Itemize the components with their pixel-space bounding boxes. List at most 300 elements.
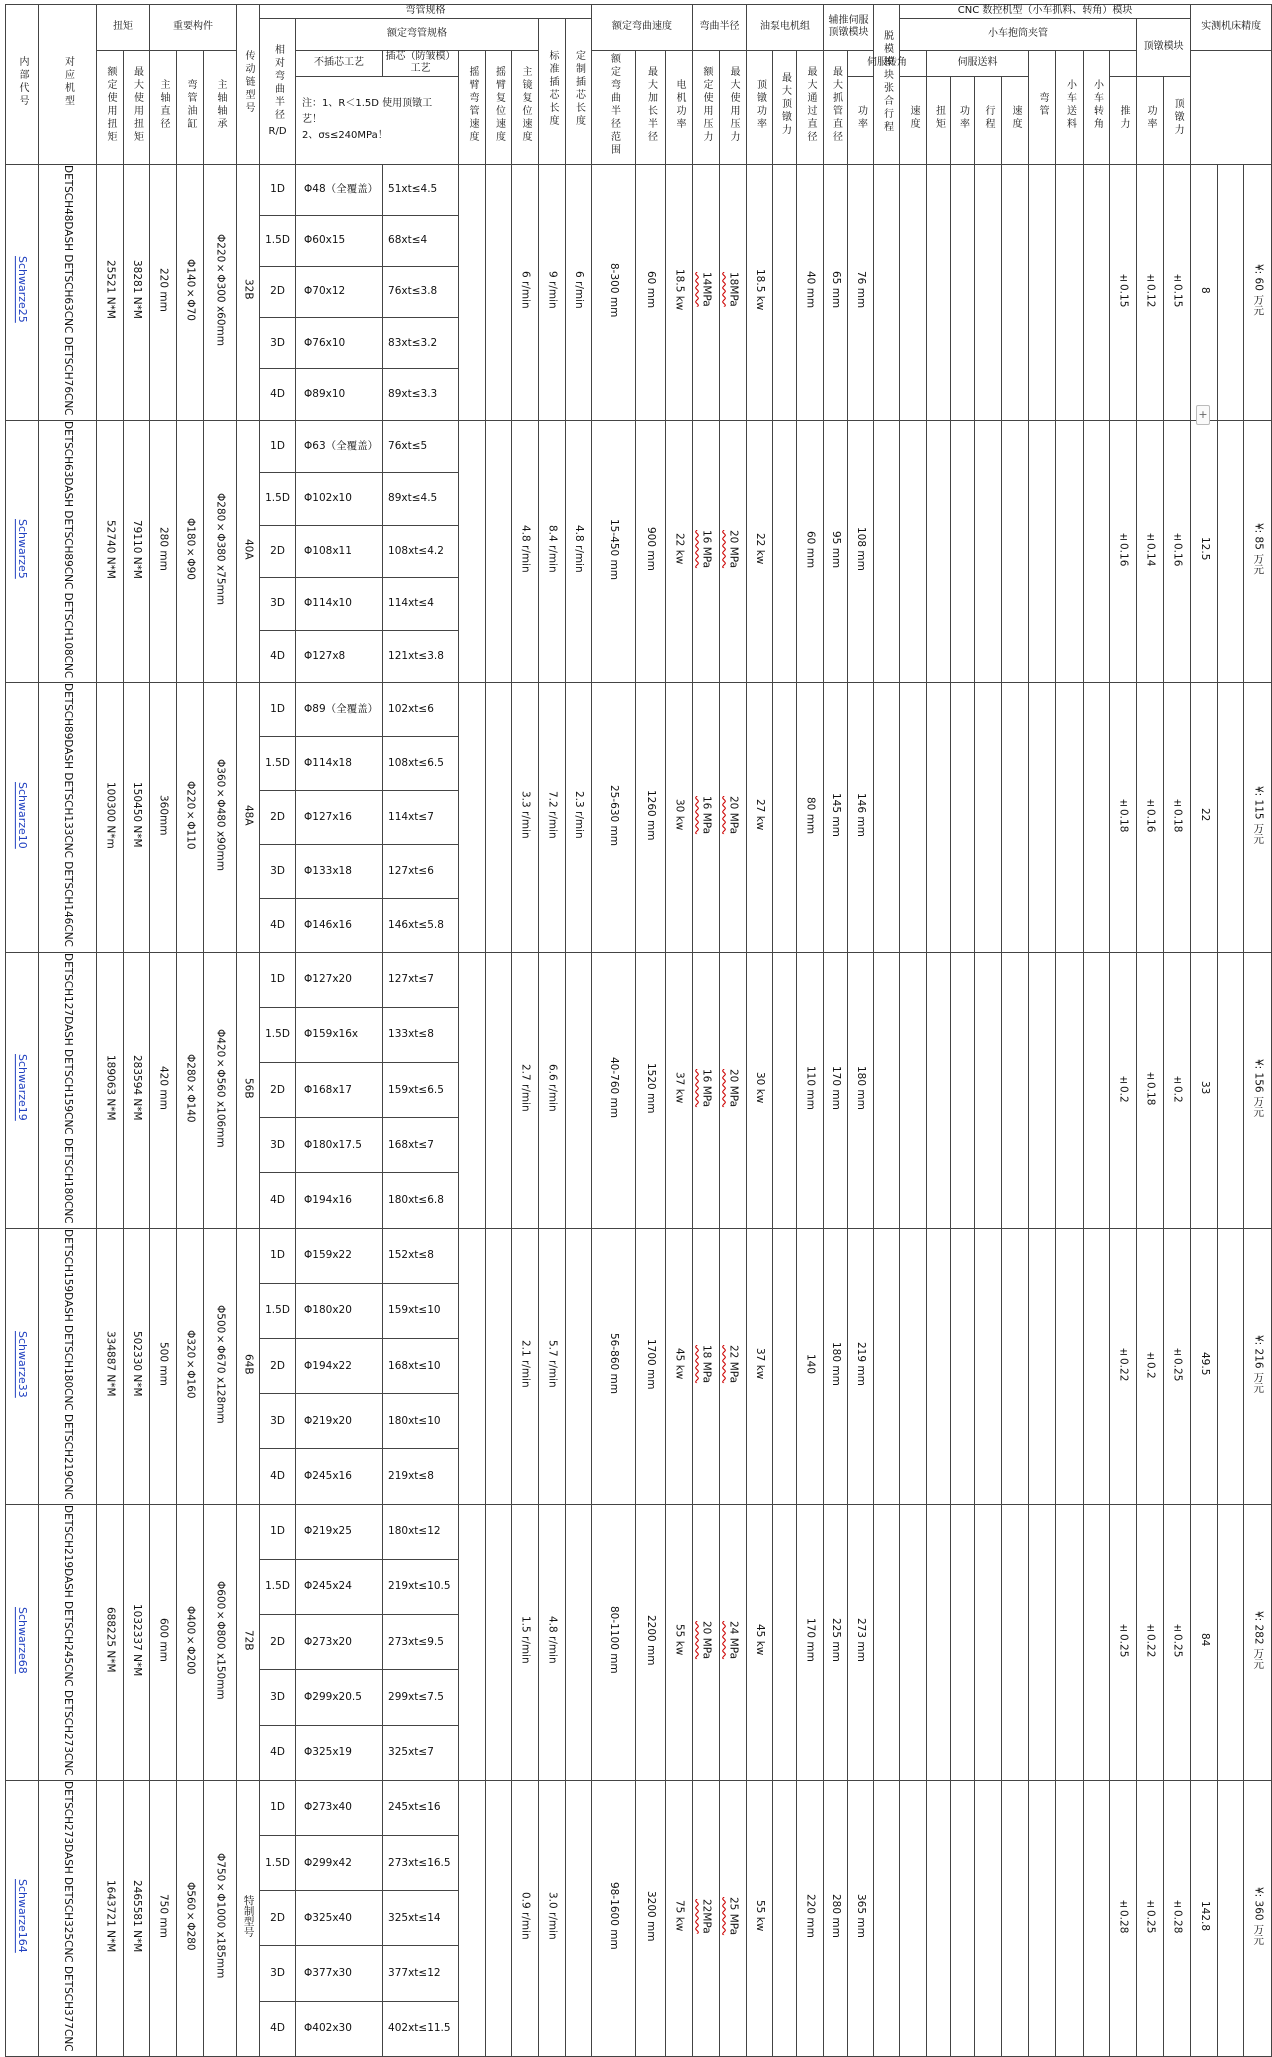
cell-mandrel-spec: 245xt≤16 <box>383 1780 459 1835</box>
cell-no-mandrel-spec: Φ146x16 <box>296 898 383 952</box>
machine-code-link[interactable]: Schwarze5 <box>6 420 39 683</box>
cell-max_torque: 283594 N*M <box>124 952 150 1228</box>
cell-demold: 170 mm <box>797 1504 824 1780</box>
cell-spindle_return <box>566 1780 592 2056</box>
cell-acc_feed: ±0.18 <box>1137 952 1164 1228</box>
cell-acc_bend: ±0.16 <box>1110 420 1137 683</box>
cell-cnc-empty <box>927 420 951 683</box>
cell-cnc-empty <box>1029 420 1056 683</box>
cell-mandrel-spec: 146xt≤5.8 <box>383 898 459 952</box>
cell-rd: 4D <box>260 369 296 420</box>
cell-grip_dia: 108 mm <box>848 420 874 683</box>
hdr-rated-radius: 额定弯曲半径范围 <box>592 50 636 164</box>
spec-note-line-2: 2、σs≤240MPa！ <box>302 130 388 141</box>
cell-mandrel-spec: 159xt≤10 <box>383 1283 459 1338</box>
hdr-rated-spec: 额定弯管规格 <box>296 18 539 50</box>
hdr-max-pressure: 最大使用压力 <box>720 50 747 164</box>
cell-grip_dia: 219 mm <box>848 1228 874 1504</box>
cell-cnc-empty <box>1084 420 1110 683</box>
cell-no-mandrel-spec: Φ245x16 <box>296 1449 383 1504</box>
cell-no-mandrel-spec: Φ89x10 <box>296 369 383 420</box>
cell-pass_dia: 65 mm <box>824 164 848 420</box>
cell-rd: 1.5D <box>260 1283 296 1338</box>
machine-code-link[interactable]: Schwarze25 <box>6 164 39 420</box>
cell-rated_p: 16 MPa <box>693 952 720 1228</box>
hdr-max-torque: 最大使用扭矩 <box>124 50 150 164</box>
cell-max_torque: 1032337 N*M <box>124 1504 150 1780</box>
cell-weight: 8 <box>1191 164 1218 420</box>
hdr-push-module-force: 顶镦力 <box>1164 76 1191 164</box>
cell-no-mandrel-spec: Φ219x25 <box>296 1504 383 1559</box>
hdr-max-push-force: 最大顶镦力 <box>773 50 797 164</box>
cell-rated_torque: 100300 N*m <box>97 683 124 952</box>
cell-mandrel-spec: 51xt≤4.5 <box>383 164 459 215</box>
cell-mandrel-spec: 68xt≤4 <box>383 215 459 266</box>
cell-cnc-empty <box>1056 1504 1084 1780</box>
hdr-bend-spec: 弯管规格 <box>260 5 592 19</box>
cell-rd: 2D <box>260 1891 296 1946</box>
cell-mandrel-spec: 83xt≤3.2 <box>383 318 459 369</box>
cell-acc_rot: ±0.18 <box>1164 683 1191 952</box>
cell-motor: 22 kw <box>666 420 693 683</box>
cell-cnc-empty <box>975 1504 1002 1780</box>
cell-max_p: 22 MPa <box>720 1228 747 1504</box>
cell-acc_bend: ±0.28 <box>1110 1780 1137 2056</box>
cell-custom-mandrel <box>486 420 512 683</box>
cell-rd: 4D <box>260 898 296 952</box>
cell-rd: 2D <box>260 266 296 317</box>
cell-push_power: 55 kw <box>747 1780 773 2056</box>
hdr-servo-rotate: 伺服转角 <box>848 50 927 76</box>
cell-no-mandrel-spec: Φ180x20 <box>296 1283 383 1338</box>
cell-die: Φ220×Φ110 <box>177 683 204 952</box>
cell-max-push-force <box>773 952 797 1228</box>
cell-rd: 4D <box>260 2001 296 2056</box>
cell-motor: 18.5 kw <box>666 164 693 420</box>
cell-cnc-empty <box>927 164 951 420</box>
cell-cnc-empty <box>900 1780 927 2056</box>
cell-cnc-empty <box>975 952 1002 1228</box>
cell-rd: 2D <box>260 1063 296 1118</box>
cell-mandrel-spec: 127xt≤6 <box>383 844 459 898</box>
cell-chain: 56B <box>237 952 260 1228</box>
cell-motor: 30 kw <box>666 683 693 952</box>
cell-max_radius: 2200 mm <box>636 1504 666 1780</box>
cell-weight: 22 <box>1191 683 1218 952</box>
cell-acc_bend: ±0.2 <box>1110 952 1137 1228</box>
cell-mandrel-spec: 108xt≤4.2 <box>383 525 459 578</box>
cell-mandrel-spec: 168xt≤10 <box>383 1339 459 1394</box>
cell-cnc-empty <box>1029 1780 1056 2056</box>
cell-cnc-empty <box>1056 1780 1084 2056</box>
cell-rd: 3D <box>260 844 296 898</box>
cell-rated_p: 22MPa <box>693 1780 720 2056</box>
cell-cnc-empty <box>975 683 1002 952</box>
cell-max_p: 20 MPa <box>720 683 747 952</box>
cell-die: Φ280×Φ140 <box>177 952 204 1228</box>
cell-cnc-empty <box>927 1780 951 2056</box>
cell-cnc-empty <box>900 1228 927 1504</box>
cell-pass_dia: 145 mm <box>824 683 848 952</box>
cell-no-mandrel-spec: Φ159x16x <box>296 1007 383 1062</box>
hdr-motor-power: 电机功率 <box>666 50 693 164</box>
cell-cnc-empty <box>1056 952 1084 1228</box>
hdr-demold: 脱模模块张合行程 <box>874 5 900 165</box>
cell-model: DETSCH273DASH DETSCH325CNC DETSCH377CNC <box>39 1780 97 2056</box>
cell-no-mandrel-spec: Φ63（全覆盖） <box>296 420 383 473</box>
cell-mandrel-spec: 168xt≤7 <box>383 1118 459 1173</box>
cell-rated_torque: 1643721 N*M <box>97 1780 124 2056</box>
cell-rd: 1D <box>260 683 296 737</box>
cell-swing_return: 9 r/min <box>539 164 566 420</box>
cell-mandrel-spec: 273xt≤16.5 <box>383 1835 459 1890</box>
cell-push_power: 22 kw <box>747 420 773 683</box>
spec-table <box>5 4 1272 2057</box>
cell-cnc-empty <box>874 420 900 683</box>
hdr-feed-thrust: 推力 <box>1110 76 1137 164</box>
table-row <box>6 952 1272 1007</box>
cell-bearing: Φ420×Φ560 x106mm <box>204 952 237 1228</box>
hdr-model: 对应机型 <box>39 5 97 165</box>
cell-pass_dia: 225 mm <box>824 1504 848 1780</box>
cell-chain: 48A <box>237 683 260 952</box>
cell-no-mandrel-spec: Φ180x17.5 <box>296 1118 383 1173</box>
cell-radius_range: 25-630 mm <box>592 683 636 952</box>
cell-no-mandrel-spec: Φ89（全覆盖） <box>296 683 383 737</box>
cell-push_power: 37 kw <box>747 1228 773 1504</box>
machine-code-link[interactable]: Schwarze33 <box>6 1228 39 1504</box>
cell-motor: 55 kw <box>666 1504 693 1780</box>
cell-no-mandrel-spec: Φ60x15 <box>296 215 383 266</box>
cell-rd: 1.5D <box>260 1559 296 1614</box>
machine-code-link[interactable]: Schwarze19 <box>6 952 39 1228</box>
cell-demold: 80 mm <box>797 683 824 952</box>
cell-radius_range: 56-860 mm <box>592 1228 636 1504</box>
cell-rd: 2D <box>260 525 296 578</box>
cell-no-mandrel-spec: Φ133x18 <box>296 844 383 898</box>
cell-no-mandrel-spec: Φ377x30 <box>296 1946 383 2001</box>
cell-cnc-empty <box>927 1228 951 1504</box>
cell-push_power: 27 kw <box>747 683 773 952</box>
cell-cnc-empty <box>975 164 1002 420</box>
cell-spindle: 420 mm <box>150 952 177 1228</box>
cell-no-mandrel-spec: Φ127x20 <box>296 952 383 1007</box>
hdr-radius: 弯曲半径 <box>693 5 747 51</box>
cell-cnc-empty <box>874 952 900 1228</box>
hdr-servo-feed: 伺服送料 <box>927 50 1029 76</box>
cell-rd: 2D <box>260 1615 296 1670</box>
cell-swing_speed: 1.5 r/min <box>512 1504 539 1780</box>
cell-no-mandrel-spec: Φ325x40 <box>296 1891 383 1946</box>
cell-acc_rot: ±0.25 <box>1164 1504 1191 1780</box>
cell-spindle: 220 mm <box>150 164 177 420</box>
cell-swing_speed: 0.9 r/min <box>512 1780 539 2056</box>
cell-cnc-empty <box>951 1228 975 1504</box>
table-row <box>6 1780 1272 1835</box>
cell-die: Φ400×Φ200 <box>177 1504 204 1780</box>
hdr-rotate-power: 功率 <box>848 76 874 164</box>
cell-spindle: 750 mm <box>150 1780 177 2056</box>
hdr-rated-torque: 额定使用扭矩 <box>97 50 124 164</box>
cell-rated_torque: 189063 N*M <box>97 952 124 1228</box>
hdr-std-mandrel: 标准插芯长度 <box>539 18 566 164</box>
machine-code-link[interactable]: Schwarze10 <box>6 683 39 952</box>
cell-cnc-empty <box>874 683 900 952</box>
cell-pass_dia: 95 mm <box>824 420 848 683</box>
cell-spindle: 360mm <box>150 683 177 952</box>
cell-std-mandrel <box>459 1780 486 2056</box>
cell-mandrel-spec: 102xt≤6 <box>383 683 459 737</box>
cell-cnc-empty <box>1002 1228 1029 1504</box>
cell-mandrel-spec: 127xt≤7 <box>383 952 459 1007</box>
hdr-rated-pressure: 额定使用压力 <box>693 50 720 164</box>
cell-model: DETSCH159DASH DETSCH180CNC DETSCH219CNC <box>39 1228 97 1504</box>
cell-max-push-force <box>773 420 797 683</box>
cell-max_torque: 79110 N*M <box>124 420 150 683</box>
cell-acc_rot: ±0.16 <box>1164 420 1191 683</box>
cell-rated_torque: 334887 N*M <box>97 1228 124 1504</box>
cell-mandrel-spec: 180xt≤6.8 <box>383 1173 459 1228</box>
cell-cnc-empty <box>951 1780 975 2056</box>
cell-weight: 12.5 <box>1191 420 1218 683</box>
cell-price: ¥: 360 万元 <box>1244 1780 1272 2056</box>
cell-custom-mandrel <box>486 1780 512 2056</box>
cell-demold: 220 mm <box>797 1780 824 2056</box>
cell-weight: 84 <box>1191 1504 1218 1780</box>
cell-swing_return: 3.0 r/min <box>539 1780 566 2056</box>
cell-cnc-empty <box>874 1504 900 1780</box>
cell-spindle: 280 mm <box>150 420 177 683</box>
cell-cnc-empty <box>1084 1780 1110 2056</box>
cell-spindle: 500 mm <box>150 1228 177 1504</box>
cell-std-mandrel <box>459 420 486 683</box>
hdr-feed-speed: 速度 <box>1002 76 1029 164</box>
hdr-swing-speed: 摇臂弯管速度 <box>459 50 486 164</box>
cell-die: Φ320×Φ160 <box>177 1228 204 1504</box>
cell-mandrel-spec: 133xt≤8 <box>383 1007 459 1062</box>
cell-std-mandrel <box>459 683 486 952</box>
hdr-internal-code: 内部代号 <box>6 5 39 165</box>
hdr-relative-radius: 相对弯曲半径 R/D <box>260 18 296 164</box>
cell-rated_torque: 25521 N*M <box>97 164 124 420</box>
cell-swing_speed: 4.8 r/min <box>512 420 539 683</box>
cell-acc_feed: ±0.12 <box>1137 164 1164 420</box>
cell-cnc-empty <box>951 164 975 420</box>
cell-price: ¥: 156 万元 <box>1244 952 1272 1228</box>
cell-cnc-empty <box>975 1228 1002 1504</box>
hdr-swing-return: 摇臂复位速度 <box>486 50 512 164</box>
cell-no-mandrel-spec: Φ108x11 <box>296 525 383 578</box>
cell-acc_feed: ±0.25 <box>1137 1780 1164 2056</box>
cell-acc_bend: ±0.15 <box>1110 164 1137 420</box>
cell-swing_return: 4.8 r/min <box>539 1504 566 1780</box>
cell-rd: 1D <box>260 420 296 473</box>
cell-no-mandrel-spec: Φ299x42 <box>296 1835 383 1890</box>
cell-cnc-empty <box>1002 164 1029 420</box>
cell-rd: 1.5D <box>260 1007 296 1062</box>
cell-spindle: 600 mm <box>150 1504 177 1780</box>
cell-mandrel-spec: 76xt≤5 <box>383 420 459 473</box>
cell-bearing: Φ500×Φ670 x128mm <box>204 1228 237 1504</box>
cell-cnc-empty <box>975 420 1002 683</box>
cell-custom-mandrel <box>486 683 512 952</box>
cell-chain: 特制型号 <box>237 1780 260 2056</box>
cell-rd: 1.5D <box>260 1835 296 1890</box>
cell-cnc-empty <box>1084 683 1110 952</box>
table-row <box>6 1228 1272 1283</box>
hdr-rotate-torque: 扭矩 <box>927 76 951 164</box>
cell-spindle_return <box>566 952 592 1228</box>
cell-price: ¥: 60 万元 <box>1244 164 1272 420</box>
cell-std-mandrel <box>459 952 486 1228</box>
cell-chain: 32B <box>237 164 260 420</box>
hdr-drive-chain: 传动链型号 <box>237 5 260 165</box>
cell-die: Φ140×Φ70 <box>177 164 204 420</box>
hdr-push-module: 顶镦模块 <box>1137 18 1191 76</box>
hdr-no-mandrel: 不插芯工艺 <box>296 50 383 76</box>
cell-std-mandrel <box>459 1504 486 1780</box>
cell-cnc-empty <box>1029 1504 1056 1780</box>
cell-no-mandrel-spec: Φ194x16 <box>296 1173 383 1228</box>
cell-max_radius: 60 mm <box>636 164 666 420</box>
cell-weight: 49.5 <box>1191 1228 1218 1504</box>
cell-mandrel-spec: 76xt≤3.8 <box>383 266 459 317</box>
cell-acc_feed: ±0.14 <box>1137 420 1164 683</box>
cell-mandrel-spec: 114xt≤7 <box>383 790 459 844</box>
cell-swing_return: 8.4 r/min <box>539 420 566 683</box>
cell-radius_range: 15-450 mm <box>592 420 636 683</box>
cell-bearing: Φ360×Φ480 x90mm <box>204 683 237 952</box>
cell-pass_dia: 170 mm <box>824 952 848 1228</box>
cell-radius_range: 98-1600 mm <box>592 1780 636 2056</box>
cell-mandrel-spec: 219xt≤8 <box>383 1449 459 1504</box>
cell-max_radius: 3200 mm <box>636 1780 666 2056</box>
hdr-acc-rotate: 小车转角 <box>1084 50 1110 164</box>
cell-no-mandrel-spec: Φ402x30 <box>296 2001 383 2056</box>
cell-mandrel-spec: 159xt≤6.5 <box>383 1063 459 1118</box>
cell-rd: 1D <box>260 1780 296 1835</box>
cell-motor: 75 kw <box>666 1780 693 2056</box>
cell-no-mandrel-spec: Φ245x24 <box>296 1559 383 1614</box>
hdr-max-pass-dia: 最大通过直径 <box>797 50 824 164</box>
cell-max_torque: 502330 N*M <box>124 1228 150 1504</box>
table-row <box>6 420 1272 473</box>
cell-cnc-empty <box>951 952 975 1228</box>
cell-bearing: Φ750×Φ1000 x185mm <box>204 1780 237 2056</box>
cell-rd: 1.5D <box>260 215 296 266</box>
cell-rd: 3D <box>260 1670 296 1725</box>
hdr-feed-power: 功率 <box>951 76 975 164</box>
cell-spindle_return: 2.3 r/min <box>566 683 592 952</box>
cell-die: Φ560×Φ280 <box>177 1780 204 2056</box>
cell-rd: 3D <box>260 1946 296 2001</box>
cell-custom-mandrel <box>486 164 512 420</box>
hdr-acc-bend: 弯管 <box>1029 50 1056 164</box>
cell-demold: 110 mm <box>797 952 824 1228</box>
cell-acc_bend: ±0.25 <box>1110 1504 1137 1780</box>
cell-max-push-force <box>773 683 797 952</box>
hdr-cnc: CNC 数控机型（小车抓料、转角）模块 <box>900 5 1191 19</box>
cell-volume <box>1218 1228 1244 1504</box>
cell-no-mandrel-spec: Φ48（全覆盖） <box>296 164 383 215</box>
cell-radius_range: 80-1100 mm <box>592 1504 636 1780</box>
cell-rd: 3D <box>260 1118 296 1173</box>
cell-acc_bend: ±0.22 <box>1110 1228 1137 1504</box>
cell-no-mandrel-spec: Φ114x10 <box>296 578 383 631</box>
cell-demold: 60 mm <box>797 420 824 683</box>
cell-demold: 140 <box>797 1228 824 1504</box>
cell-acc_rot: ±0.15 <box>1164 164 1191 420</box>
cell-price: ¥: 85 万元 <box>1244 420 1272 683</box>
cell-price: ¥: 216 万元 <box>1244 1228 1272 1504</box>
cell-max-push-force <box>773 1504 797 1780</box>
cell-swing_speed: 2.1 r/min <box>512 1228 539 1504</box>
cell-grip_dia: 273 mm <box>848 1504 874 1780</box>
cell-no-mandrel-spec: Φ159x22 <box>296 1228 383 1283</box>
cell-cnc-empty <box>927 952 951 1228</box>
cell-cnc-empty <box>1002 420 1029 683</box>
cell-weight: 142.8 <box>1191 1780 1218 2056</box>
cell-volume <box>1218 1504 1244 1780</box>
cell-cnc-empty <box>900 420 927 683</box>
cell-demold: 40 mm <box>797 164 824 420</box>
cell-acc_bend: ±0.18 <box>1110 683 1137 952</box>
cell-acc_feed: ±0.16 <box>1137 683 1164 952</box>
cell-cnc-empty <box>900 683 927 952</box>
cell-no-mandrel-spec: Φ102x10 <box>296 473 383 526</box>
hdr-pump: 油泵电机组 <box>747 5 824 51</box>
cell-rated_p: 18 MPa <box>693 1228 720 1504</box>
cell-cnc-empty <box>1084 1228 1110 1504</box>
cell-cnc-empty <box>1029 1228 1056 1504</box>
hdr-speed: 额定弯曲速度 <box>592 5 693 51</box>
cell-bearing: Φ220×Φ300 x60mm <box>204 164 237 420</box>
cell-push_power: 18.5 kw <box>747 164 773 420</box>
cell-rated_p: 20 MPa <box>693 1504 720 1780</box>
machine-code-link[interactable]: Schwarze164 <box>6 1780 39 2056</box>
cell-model: DETSCH89DASH DETSCH133CNC DETSCH146CNC <box>39 683 97 952</box>
cell-no-mandrel-spec: Φ219x20 <box>296 1394 383 1449</box>
cell-rd: 4D <box>260 1449 296 1504</box>
cell-no-mandrel-spec: Φ273x20 <box>296 1615 383 1670</box>
cell-spindle_return <box>566 1504 592 1780</box>
cell-cnc-empty <box>1029 952 1056 1228</box>
cell-model: DETSCH219DASH DETSCH245CNC DETSCH273CNC <box>39 1504 97 1780</box>
cell-weight: 33 <box>1191 952 1218 1228</box>
hdr-torque: 扭矩 <box>97 5 150 51</box>
cell-rated_torque: 688225 N*M <box>97 1504 124 1780</box>
cell-no-mandrel-spec: Φ194x22 <box>296 1339 383 1394</box>
cell-rd: 1D <box>260 1228 296 1283</box>
cell-max-push-force <box>773 1228 797 1504</box>
cell-bearing: Φ600×Φ800 x150mm <box>204 1504 237 1780</box>
cell-radius_range: 40-760 mm <box>592 952 636 1228</box>
cell-cnc-empty <box>900 952 927 1228</box>
cell-no-mandrel-spec: Φ325x19 <box>296 1725 383 1780</box>
cell-max_torque: 150450 N*M <box>124 683 150 952</box>
machine-code-link[interactable]: Schwarze68 <box>6 1504 39 1780</box>
cell-no-mandrel-spec: Φ76x10 <box>296 318 383 369</box>
cell-rd: 2D <box>260 1339 296 1394</box>
side-expand-button[interactable]: + <box>1196 405 1210 425</box>
cell-rd: 1D <box>260 1504 296 1559</box>
cell-spindle_return: 6 r/min <box>566 164 592 420</box>
cell-cnc-empty <box>975 1780 1002 2056</box>
cell-max-push-force <box>773 1780 797 2056</box>
cell-push_power: 45 kw <box>747 1504 773 1780</box>
hdr-servo-push: 辅推伺服顶镦模块 <box>824 5 874 51</box>
cell-cnc-empty <box>1002 683 1029 952</box>
